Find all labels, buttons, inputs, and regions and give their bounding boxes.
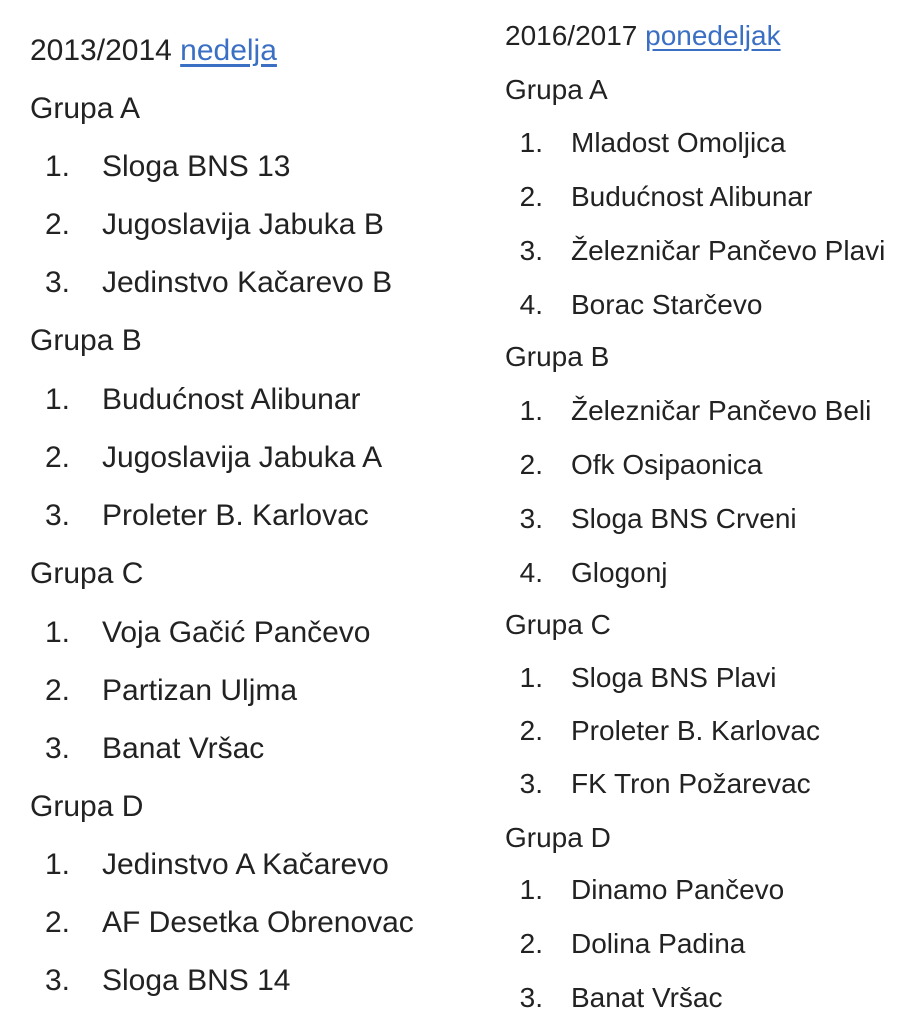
team-rank: 3. [519, 768, 543, 799]
team-name: Budućnost Alibunar [571, 181, 813, 212]
team-rank: 1. [519, 395, 543, 426]
group-title: Grupa A [30, 92, 141, 125]
group-title: Grupa C [505, 609, 611, 640]
season-heading [505, 20, 781, 52]
team-rank: 1. [44, 150, 70, 183]
team-rank: 2. [44, 906, 70, 939]
group-title: Grupa A [505, 74, 608, 105]
season-label: 2013/2014 [30, 34, 172, 67]
team-rank: 1. [44, 616, 70, 649]
team-rank: 3. [44, 964, 70, 997]
team-rank: 3. [44, 732, 70, 765]
team-rank: 1. [519, 874, 543, 905]
team-name: Partizan Uljma [102, 674, 298, 707]
team-name: Proleter B. Karlovac [102, 499, 369, 532]
season-heading [30, 34, 277, 68]
season-label: 2016/2017 [505, 20, 638, 51]
team-name: Budućnost Alibunar [102, 383, 361, 416]
team-name: Dolina Padina [571, 928, 746, 959]
team-name: Sloga BNS 14 [102, 964, 291, 997]
team-rank: 3. [44, 499, 70, 532]
team-name: Mladost Omoljica [571, 127, 786, 158]
group-title: Grupa B [30, 324, 142, 357]
team-name: Jedinstvo A Kačarevo [102, 848, 389, 881]
team-rank: 2. [44, 208, 70, 241]
team-rank: 2. [519, 449, 543, 480]
team-rank: 1. [519, 662, 543, 693]
team-rank: 3. [519, 235, 543, 266]
team-name: Jugoslavija Jabuka A [102, 441, 383, 474]
team-name: Sloga BNS Plavi [571, 662, 777, 693]
group-title: Grupa C [30, 557, 144, 590]
team-rank: 4. [519, 557, 543, 588]
team-rank: 2. [519, 928, 543, 959]
group-title: Grupa D [30, 790, 144, 823]
team-rank: 3. [44, 266, 70, 299]
team-name: Sloga BNS Crveni [571, 503, 797, 534]
team-name: Glogonj [571, 557, 668, 588]
day-link[interactable]: nedelja [180, 34, 277, 67]
team-rank: 3. [519, 982, 543, 1013]
team-rank: 2. [44, 674, 70, 707]
team-name: Jedinstvo Kačarevo B [102, 266, 393, 299]
team-name: Ofk Osipaonica [571, 449, 763, 480]
team-name: Železničar Pančevo Plavi [571, 235, 886, 266]
team-name: Borac Starčevo [571, 289, 763, 320]
team-name: AF Desetka Obrenovac [102, 906, 414, 939]
day-link[interactable]: ponedeljak [645, 20, 781, 51]
team-name: Železničar Pančevo Beli [571, 395, 872, 426]
team-name: Dinamo Pančevo [571, 874, 785, 905]
team-rank: 3. [519, 503, 543, 534]
team-rank: 2. [44, 441, 70, 474]
team-name: Banat Vršac [571, 982, 723, 1013]
team-name: Jugoslavija Jabuka B [102, 208, 384, 241]
team-rank: 1. [44, 383, 70, 416]
group-title: Grupa B [505, 341, 610, 372]
team-name: Voja Gačić Pančevo [102, 616, 371, 649]
team-rank: 2. [519, 715, 543, 746]
team-rank: 2. [519, 181, 543, 212]
team-rank: 1. [519, 127, 543, 158]
team-rank: 4. [519, 289, 543, 320]
team-name: Sloga BNS 13 [102, 150, 291, 183]
group-title: Grupa D [505, 822, 611, 853]
team-rank: 1. [44, 848, 70, 881]
team-name: Banat Vršac [102, 732, 265, 765]
team-name: Proleter B. Karlovac [571, 715, 820, 746]
team-name: FK Tron Požarevac [571, 768, 811, 799]
